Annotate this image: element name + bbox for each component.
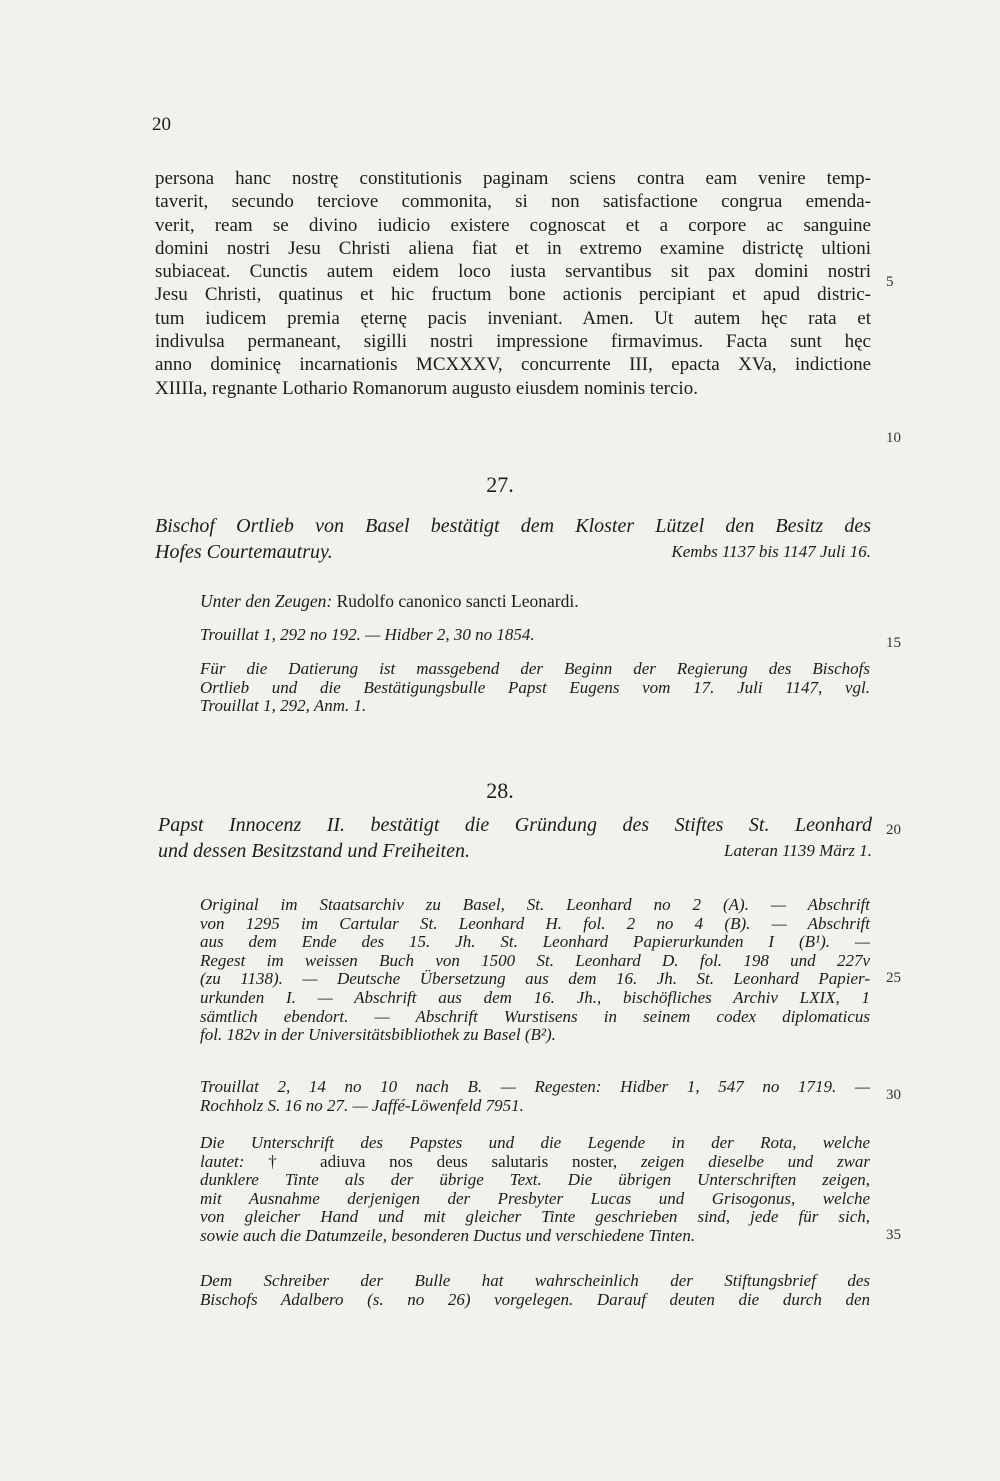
comment-line: Trouillat 1, 292, Anm. 1. [200, 696, 367, 716]
comment-note [200, 660, 870, 716]
comment-line: Dem Schreiber der Bulle hat wahrscheinlich der Stiftungsbrief des [200, 1271, 870, 1290]
text-line: Jesu Christi, quatinus et hic fructum bone actionis percipiant et apud distric- [155, 284, 871, 306]
document-title [158, 812, 872, 864]
sources-note [200, 896, 870, 1045]
text-line: persona hanc nostrę constitutionis paginam sciens contra eam venire temp- [155, 168, 871, 189]
charter-text [155, 167, 871, 400]
comment-line: Ortlieb und die Bestätigungsbulle Papst Eugens vom 17. Juli 1147, vgl. [200, 677, 870, 697]
comment-line: Die Unterschrift des Papstes und die Legende in der Rota, welche [200, 1133, 870, 1152]
title-line-text: und dessen Besitzstand und Freiheiten. [158, 840, 470, 862]
comment-line: Bischofs Adalbero (s. no 26) vorgelegen. Darauf deuten die durch den [200, 1289, 870, 1309]
regesten-line: Rochholz S. 16 no 27. — Jaffé-Löwenfeld 7951. [200, 1095, 524, 1115]
comment-note [200, 1272, 870, 1309]
comment-line: Für die Datierung ist massgebend der Beginn der Regierung des Bischofs [200, 659, 870, 678]
document-number: 27. [486, 472, 514, 497]
comment-italic: zeigen dieselbe und zwar [640, 1151, 871, 1171]
text-line: XIIIIa, regnante Lothario Romanorum augusto eiusdem nominis tercio. [155, 377, 698, 399]
text-line: domini nostri Jesu Christi aliena fiat et in extremo examine districtę ultioni [155, 237, 871, 259]
source-line: (zu 1138). — Deutsche Übersetzung aus dem 16. Jh. St. Leonhard Papier- [200, 969, 870, 989]
comment-line: sowie auch die Datumzeile, besonderen Ductus und verschiedene Tinten. [200, 1225, 696, 1245]
witness-text: Rudolfo canonico sancti Leonardi. [336, 591, 579, 611]
witness-label: Unter den Zeugen: [200, 591, 333, 611]
title-line [158, 838, 872, 864]
comment-line: von gleicher Hand und mit gleicher Tinte geschrieben sind, jede für sich, [200, 1207, 870, 1227]
source-line: sämtlich ebendort. — Abschrift Wurstisens in seinem codex diplomaticus [200, 1006, 870, 1026]
comment-italic: lautet: [200, 1151, 245, 1171]
document-number: 28. [486, 778, 514, 803]
text-line: taverit, secundo terciove commonita, si non satisfactione congrua emenda- [155, 191, 871, 213]
place-date: Lateran 1139 März 1. [724, 841, 872, 860]
line-number: 10 [886, 430, 901, 446]
line-number: 25 [886, 970, 901, 986]
line-number: 15 [886, 635, 901, 651]
comment-line [200, 1153, 870, 1172]
source-line: fol. 182v in der Universitätsbibliothek zu Basel (B²). [200, 1025, 556, 1045]
regesten-note [200, 1078, 870, 1115]
witness-line [200, 592, 870, 611]
document-title [155, 513, 871, 565]
line-number: 5 [886, 274, 894, 290]
title-line: Papst Innocenz II. bestätigt die Gründung des Stiftes St. Leonhard [158, 814, 872, 836]
text-line: anno dominicę incarnationis MCXXXV, concurrente III, epacta XVa, indictione [155, 354, 871, 376]
source-line: von 1295 im Cartular St. Leonhard H. fol. 2 no 4 (B). — Abschrift [200, 913, 870, 933]
text-line: verit, ream se divino iudicio existere cognoscat et a corpore ac sanguine [155, 214, 871, 236]
line-number: 35 [886, 1227, 901, 1243]
rota-legend: † adiuva nos deus salutaris noster, [268, 1151, 618, 1171]
title-line-text: Hofes Courtemautruy. [155, 541, 333, 563]
title-line: Bischof Ortlieb von Basel bestätigt dem Kloster Lützel den Besitz des [155, 515, 871, 537]
page-number: 20 [152, 114, 171, 135]
text-line: subiaceat. Cunctis autem eidem loco iusta servantibus sit pax domini nostri [155, 261, 871, 283]
comment-line: mit Ausnahme derjenigen der Presbyter Lucas und Grisogonus, welche [200, 1188, 870, 1208]
text-line: indivulsa permaneant, sigilli nostri impressione firmavimus. Facta sunt hęc [155, 331, 871, 353]
line-number: 30 [886, 1087, 901, 1103]
line-number: 20 [886, 822, 901, 838]
comment-note [200, 1134, 870, 1246]
comment-line: dunklere Tinte als der übrige Text. Die übrigen Unterschriften zeigen, [200, 1170, 870, 1190]
source-line: aus dem Ende des 15. Jh. St. Leonhard Papierurkunden I (B¹). — [200, 932, 870, 952]
text-line: tum iudicem premia ęternę pacis inveniant. Amen. Ut autem hęc rata et [155, 307, 871, 329]
source-note: Trouillat 1, 292 no 192. — Hidber 2, 30 no 1854. [200, 625, 535, 644]
title-line [155, 539, 871, 565]
source-line: Original im Staatsarchiv zu Basel, St. Leonhard no 2 (A). — Abschrift [200, 895, 870, 914]
source-line: Regest im weissen Buch von 1500 St. Leonhard D. fol. 198 und 227v [200, 950, 870, 970]
regesten-line: Trouillat 2, 14 no 10 nach B. — Regesten: Hidber 1, 547 no 1719. — [200, 1077, 870, 1096]
place-date: Kembs 1137 bis 1147 Juli 16. [671, 542, 871, 561]
source-line: urkunden I. — Abschrift aus dem 16. Jh., bischöfliches Archiv LXIX, 1 [200, 987, 870, 1007]
